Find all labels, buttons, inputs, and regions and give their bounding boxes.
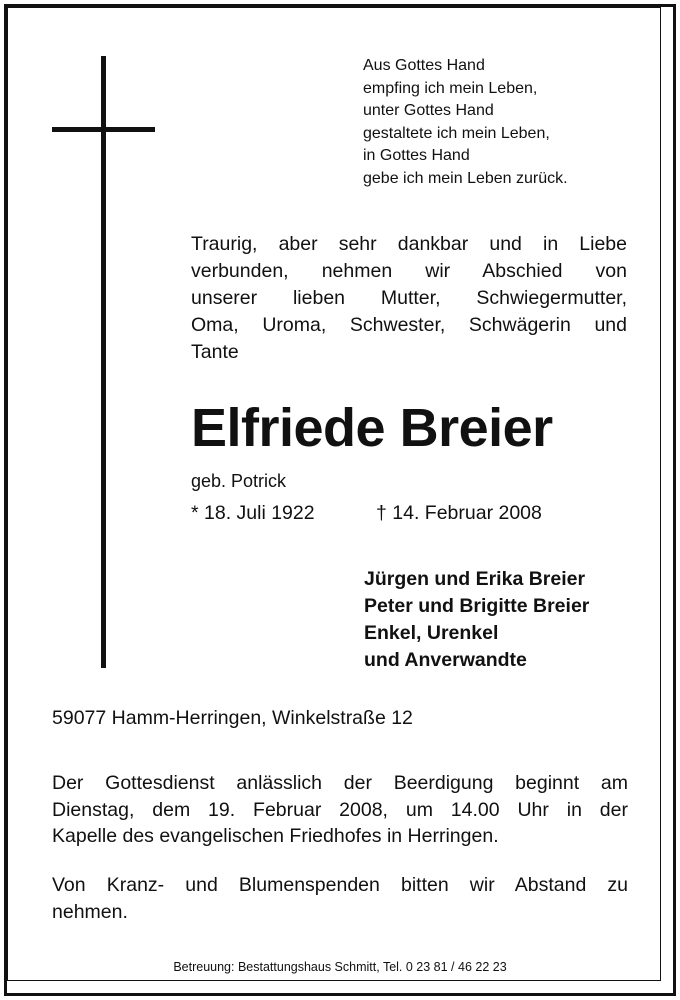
service-line: Der Gottesdienst anlässlich der Beerdigung beginnt am	[52, 772, 628, 794]
intro-line: unserer lieben Mutter, Schwiegermutter,	[191, 287, 627, 309]
donation-line: nehmen.	[52, 900, 128, 923]
service-line: Dienstag, dem 19. Februar 2008, um 14.00 Uhr in der	[52, 798, 628, 821]
family-member: Jürgen und Erika Breier	[364, 568, 586, 590]
poem-line: gebe ich mein Leben zurück.	[363, 169, 568, 187]
cross-icon-vertical	[101, 56, 106, 668]
poem-line: gestaltete ich mein Leben,	[363, 124, 550, 142]
birth-date: * 18. Juli 1922	[191, 502, 315, 524]
poem	[363, 55, 643, 190]
family-list	[364, 566, 589, 674]
donation-line: Von Kranz- und Blumenspenden bitten wir Abstand zu	[52, 874, 628, 896]
intro-line: Traurig, aber sehr dankbar und in Liebe	[191, 233, 627, 255]
cross-icon-horizontal	[52, 127, 155, 132]
death-date: † 14. Februar 2008	[376, 502, 542, 524]
intro-line: Oma, Uroma, Schwester, Schwägerin und	[191, 314, 627, 336]
service-text	[52, 770, 628, 850]
footer-credit: Betreuung: Bestattungshaus Schmitt, Tel. 0 23 81 / 46 22 23	[173, 960, 507, 974]
donation-text	[52, 872, 628, 925]
birth-name: geb. Potrick	[191, 471, 287, 491]
deceased-name: Elfriede Breier	[191, 398, 553, 458]
poem-line: in Gottes Hand	[363, 147, 470, 164]
intro-text	[191, 231, 627, 366]
family-member: und Anverwandte	[364, 649, 527, 671]
poem-line: unter Gottes Hand	[363, 102, 494, 119]
address: 59077 Hamm-Herringen, Winkelstraße 12	[52, 707, 413, 729]
family-member: Enkel, Urenkel	[364, 622, 499, 644]
poem-line: Aus Gottes Hand	[363, 57, 485, 74]
intro-line: verbunden, nehmen wir Abschied von	[191, 260, 627, 282]
family-member: Peter und Brigitte Breier	[364, 595, 590, 617]
intro-line: Tante	[191, 341, 239, 363]
poem-line: empfing ich mein Leben,	[363, 79, 538, 97]
service-line: Kapelle des evangelischen Friedhofes in Herringen.	[52, 825, 499, 847]
